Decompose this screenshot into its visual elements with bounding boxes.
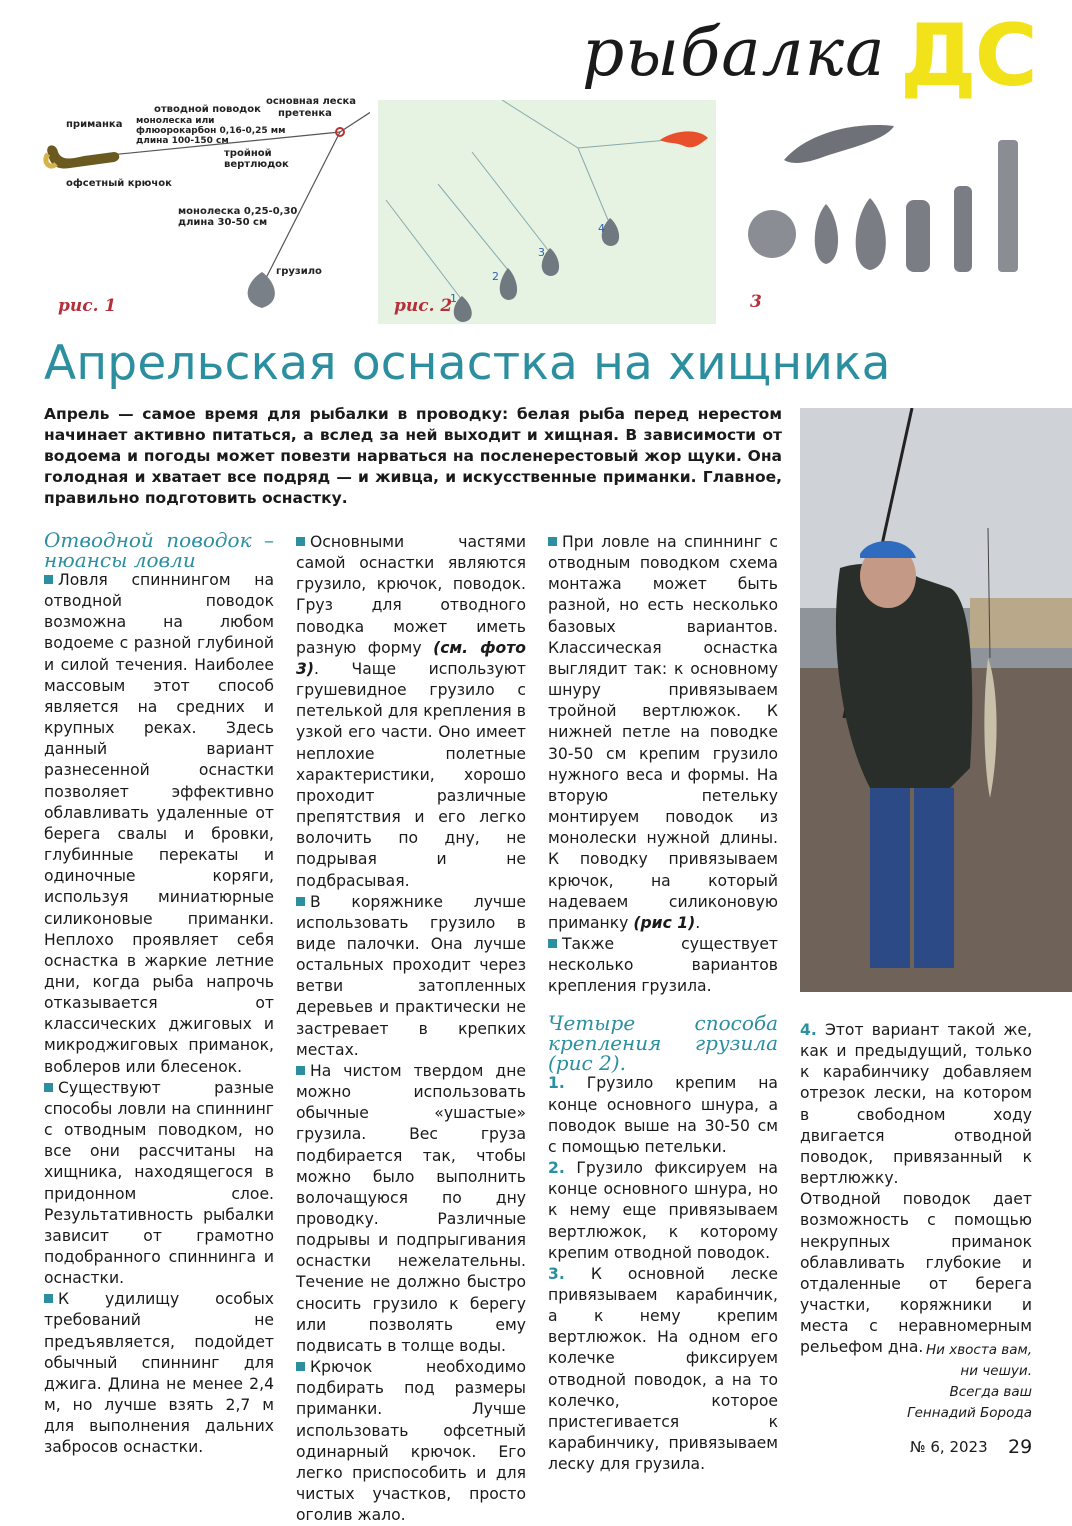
paragraph-text: Ловля спиннингом на отводной поводок возможна на любом водоеме с разной глубиной и силой течения. Наиболее массовым этот способ является на средних и крупных реках. Здесь данный вариант разнесенной оснастки позволяет эффективно облавливать удаленные от берега свалы и бровки, глубинные перекаты и одиночные коряги, используя миниатюрные силиконовые приманки. Неплохо проявляет себя оснастка в жаркие летние дни, когда рыба напрочь отказывается от классических джиговых и микроджиговых приманок, воблеров или блесенок. <box>44 571 274 1076</box>
author-name: Геннадий Борода <box>907 1405 1032 1421</box>
bullet-square-icon <box>44 1083 53 1092</box>
list-item <box>548 1073 778 1158</box>
paragraph-text: В коряжнике лучше использовать грузило в виде палочки. Она лучше остальных проходит через ветви затопленных деревьев и практически не застревает в крепких местах. <box>296 892 526 1059</box>
paragraph-text: При ловле на спиннинг с отводным поводком схема монтажа может быть разной, но есть несколько базовых вариантов. Классическая оснастка выглядит так: к основному шнуру привязываем тройной вертлюжок. К нижней петле на поводке 30-50 см крепим грузило нужного веса и формы. На вторую петельку монтируем поводок из монолески нужной длины. К поводку привязываем крючок, на который надеваем силиконовую приманку <box>548 533 778 932</box>
bullet-square-icon <box>296 897 305 906</box>
issue-number: № 6, 2023 <box>910 1438 988 1456</box>
list-number: 4. <box>800 1021 817 1039</box>
lead-paragraph: Апрель — самое время для рыбалки в проводку: белая рыба перед нерестом начинает активно питаться, а вслед за ней выходит и хищная. В зависимости от водоема и погоды может повезти нарваться на посленерестовый жор щуки. Она голодная и хватает все подряд — и живца, и искусственные приманки. Главное, правильно подготовить оснастку. <box>44 405 782 507</box>
label-swivel: тройной вертлюдок <box>224 148 289 170</box>
bullet-square-icon <box>548 537 557 546</box>
paragraph-text: Существуют разные способы ловли на спиннинг с отводным поводком, но все они рассчитаны на хищника, находящегося в придонном слое. Результативность рыбалки зависит от грамотно подобранного спиннинга и оснастки. <box>44 1078 274 1288</box>
photo-reference: (см. фото 3) <box>296 638 526 678</box>
label-hook: офсетный крючок <box>66 178 172 189</box>
figure-3-caption: 3 <box>750 292 762 312</box>
column-1 <box>44 530 274 1459</box>
paragraph <box>548 934 778 997</box>
figure-3 <box>730 100 1072 324</box>
paragraph <box>44 570 274 1078</box>
variant-number: 4 <box>598 222 605 235</box>
paragraph: Отводной поводок дает возможность с помощью некрупных приманок облавливать глубокие и отдаленные от берега участки, коряжники и места с неравномерным рельефом дна. <box>800 1190 1032 1357</box>
figure-2-caption: рис. 2 <box>394 296 453 316</box>
subheading-ref: (рис 2). <box>548 1051 626 1076</box>
bullet-square-icon <box>548 939 557 948</box>
column-3 <box>548 532 778 1475</box>
fisherman-photo-icon <box>800 408 1072 992</box>
list-item <box>548 1264 778 1476</box>
variant-number: 2 <box>492 270 499 283</box>
bullet-square-icon <box>296 1362 305 1371</box>
list-item <box>548 1158 778 1264</box>
label-bait: приманка <box>66 119 123 130</box>
signature <box>820 1340 1032 1424</box>
list-number: 2. <box>548 1159 565 1178</box>
article-title: Апрельская оснастка на хищника <box>44 336 891 391</box>
paragraph <box>296 1061 526 1357</box>
label-sinker: грузило <box>276 266 322 277</box>
paragraph-text: . <box>695 913 701 932</box>
signature-line: Ни хвоста вам, <box>926 1342 1032 1358</box>
label-leader-spec: монолеска или флюорокарбон 0,16-0,25 мм длина 100-150 см <box>136 116 286 146</box>
bullet-square-icon <box>296 537 305 546</box>
label-mono: монолеска 0,25-0,30 длина 30-50 см <box>178 206 298 228</box>
paragraph-text: . Чаще используют грушевидное грузило с петелькой для крепления в узкой его части. Оно имеет неплохие полетные характеристики, хорошо проходит различные препятствия и его легко волочить по дну, не подрывая и не подбрасывая. <box>296 659 526 890</box>
figure-reference: (рис 1) <box>633 913 696 932</box>
list-text: Грузило крепим на конце основного шнура, а поводок выше на 30-50 см с помощью петельки. <box>548 1074 778 1156</box>
variant-number: 1 <box>450 292 457 305</box>
brand-logo: ДС <box>900 6 1036 106</box>
list-text: К основной леске привязываем карабинчик, а к нему крепим вертлюжок. На одном его колечке фиксируем отводной поводок, а на то колечко, которое пристегивается к карабинчику, привязываем леску для грузила. <box>548 1264 778 1474</box>
variant-number: 3 <box>538 246 545 259</box>
page-number: 29 <box>1008 1436 1033 1458</box>
list-text: Грузило фиксируем на конце основного шнура, но к нему еще привязываем вертлюжок, к которому крепим отводной поводок. <box>548 1159 778 1262</box>
list-text: Этот вариант такой же, как и предыдущий, только к карабинчику добавляем отрезок лески, на котором в свободном ходу двигается отводной поводок, привязанный к вертлюжку. <box>800 1021 1032 1188</box>
bullet-square-icon <box>296 1066 305 1075</box>
signature-line: ни чешуи. <box>960 1363 1032 1379</box>
list-number: 3. <box>548 1264 565 1283</box>
column-4 <box>800 1020 1032 1359</box>
paragraph <box>296 892 526 1061</box>
figure-2 <box>378 100 716 324</box>
subheading-text: Четыре способа крепления грузила <box>548 1011 778 1056</box>
bullet-square-icon <box>44 575 53 584</box>
column-2 <box>296 532 526 1526</box>
list-number: 1. <box>548 1074 565 1093</box>
paragraph <box>296 1357 526 1526</box>
signature-line: Всегда ваш <box>949 1384 1032 1400</box>
bullet-square-icon <box>44 1294 53 1303</box>
figure-1-caption: рис. 1 <box>58 296 117 316</box>
sinker-variants-icon <box>378 100 716 324</box>
paragraph-text: Также существует несколько вариантов крепления грузила. <box>548 934 778 996</box>
paragraph <box>548 532 778 934</box>
fisherman-photo <box>800 408 1072 992</box>
subheading: Отводной поводок – нюансы ловли <box>44 528 274 572</box>
paragraph-text: К удилищу особых требований не предъявляется, подойдет обычный спиннинг для джига. Длина не менее 2,4 м, но лучше взять 2,7 м для выполнения дальних забросов оснастки. <box>44 1290 274 1457</box>
paragraph <box>44 1078 274 1290</box>
paragraph <box>296 532 526 892</box>
figure-1 <box>40 96 370 326</box>
paragraph <box>44 1289 274 1458</box>
list-item <box>800 1020 1032 1189</box>
paragraph-text: Крючок необходимо подбирать под размеры приманки. Лучше использовать офсетный одинарный крючок. Его легко приспособить и для чистых участков, просто оголив жало. <box>296 1358 526 1525</box>
label-main-line: основная леска <box>266 96 357 107</box>
label-main-line-2: претенка <box>278 108 332 119</box>
section-title: рыбалка <box>582 14 886 91</box>
paragraph-text: На чистом твердом дне можно использовать обычные «ушастые» грузила. Вес груза подбирается так, чтобы можно было выполнить волочащуюся по дну проводку. Различные подрывы и подпрыгивания оснастки нежелательны. Течение не должно быстро сносить грузило к берегу или позволять ему подвисать в толще воды. <box>296 1061 526 1355</box>
label-leader: отводной поводок <box>154 104 261 115</box>
paragraph-text: Основными частями самой оснастки являются грузило, крючок, поводок. Груз для отводного поводка может иметь разную форму <box>296 533 526 657</box>
sinkers-photo-icon <box>730 100 1072 324</box>
subheading <box>548 1011 778 1076</box>
